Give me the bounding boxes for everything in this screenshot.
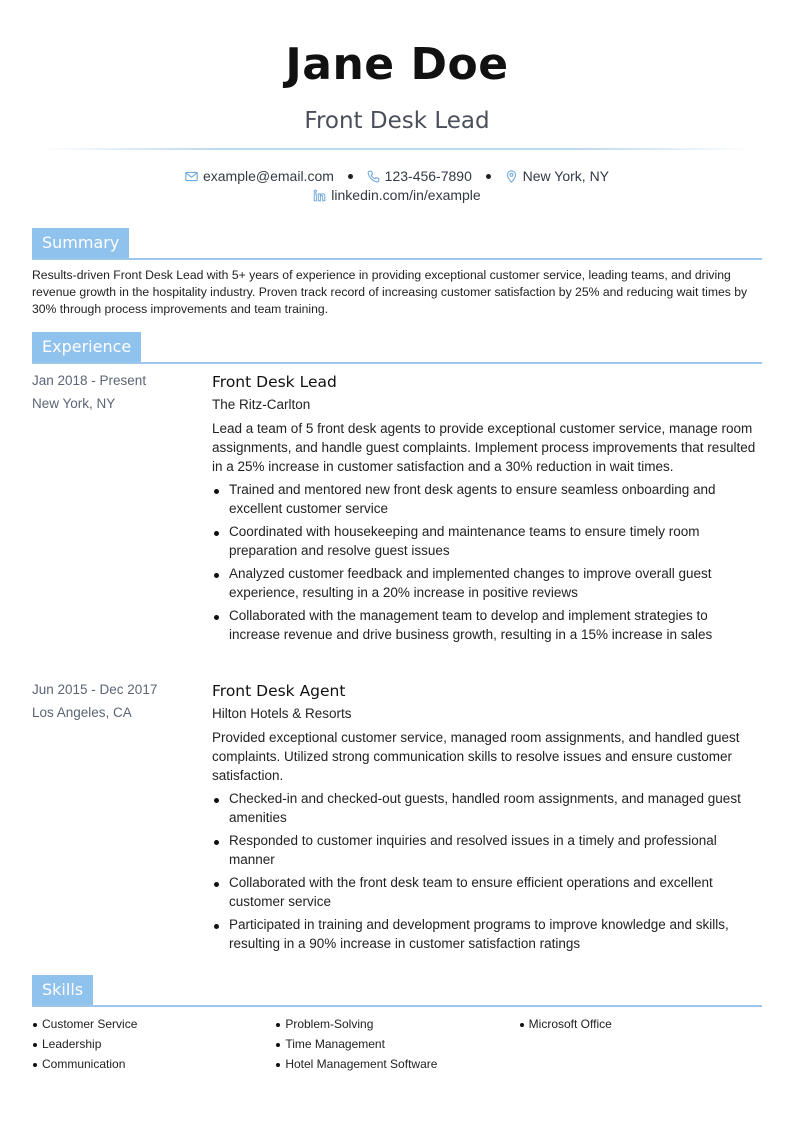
experience-section-header [32, 332, 762, 364]
experience-location: Los Angeles, CA [32, 705, 132, 720]
candidate-title: Front Desk Lead [304, 108, 490, 134]
job-role: Front Desk Agent [212, 682, 346, 700]
skills-heading: Skills [32, 975, 93, 1005]
skills-list [32, 1014, 762, 1074]
skills-column [32, 1014, 275, 1074]
separator-dot [486, 174, 491, 179]
experience-dates: Jun 2015 - Dec 2017 [32, 682, 158, 697]
skill-item: Customer Service [32, 1014, 275, 1034]
list-item: Collaborated with the front desk team to ensure efficient operations and excellent customer service [212, 873, 762, 911]
location-pin-icon [505, 170, 518, 183]
experience-meta [32, 372, 202, 413]
experience-details [212, 681, 762, 957]
experience-meta [32, 681, 202, 722]
header-divider [40, 148, 754, 150]
list-item: Analyzed customer feedback and implemented changes to improve overall guest experience, resulting in a 20% increase in positive reviews [212, 564, 762, 602]
separator-dot [348, 174, 353, 179]
skills-section-header [32, 975, 762, 1007]
skill-item: Communication [32, 1054, 275, 1074]
summary-section-header [32, 228, 762, 260]
skill-item: Time Management [275, 1034, 518, 1054]
skills-column [275, 1014, 518, 1074]
email-text: example@email.com [202, 168, 334, 185]
job-description: Provided exceptional customer service, managed room assignments, and handled guest complaints. Utilized strong communication skills to resolve issues and ensure customer satisfaction. [212, 730, 740, 783]
job-company: The Ritz-Carlton [212, 397, 311, 412]
experience-details [212, 372, 762, 648]
job-bullets [212, 789, 762, 953]
list-item: Participated in training and development programs to improve knowledge and skills, resulting in a 90% increase in customer satisfaction ratings [212, 915, 762, 953]
summary-heading: Summary [32, 228, 129, 258]
skill-item: Microsoft Office [519, 1014, 762, 1034]
job-role: Front Desk Lead [212, 373, 337, 391]
job-company: Hilton Hotels & Resorts [212, 706, 352, 721]
list-item: Responded to customer inquiries and resolved issues in a timely and professional manner [212, 831, 762, 869]
linkedin-icon [313, 189, 326, 202]
phone-text: 123-456-7890 [384, 168, 472, 185]
contact-row-secondary [0, 184, 794, 205]
skill-item: Hotel Management Software [275, 1054, 518, 1074]
list-item: Coordinated with housekeeping and maintenance teams to ensure timely room preparation and resolve guest issues [212, 522, 762, 560]
skill-item: Problem-Solving [275, 1014, 518, 1034]
job-description: Lead a team of 5 front desk agents to provide exceptional customer service, manage room assignments, and handle guest complaints. Implement process improvements that resulted in a 25% increase in customer satisfaction and a 30% reduction in wait times. [212, 421, 756, 474]
experience-location: New York, NY [32, 396, 116, 411]
list-item: Trained and mentored new front desk agents to ensure seamless onboarding and excellent customer service [212, 480, 762, 518]
summary-text: Results-driven Front Desk Lead with 5+ years of experience in providing exceptional customer service, leading teams, and driving revenue growth in the hospitality industry. Proven track record of increasing customer satisfaction by 25% and reducing wait times by 30% through process improvements and team training. [32, 268, 748, 316]
experience-dates: Jan 2018 - Present [32, 373, 147, 388]
mail-icon [185, 170, 198, 183]
skills-column [519, 1014, 762, 1074]
location-text: New York, NY [522, 168, 610, 185]
list-item: Checked-in and checked-out guests, handled room assignments, and managed guest amenities [212, 789, 762, 827]
experience-heading: Experience [32, 332, 141, 362]
candidate-name: Jane Doe [285, 39, 509, 90]
list-item: Collaborated with the management team to develop and implement strategies to increase revenue and drive business growth, resulting in a 15% increase in sales [212, 606, 762, 644]
skill-item: Leadership [32, 1034, 275, 1054]
job-bullets [212, 480, 762, 644]
phone-icon [367, 170, 380, 183]
linkedin-text: linkedin.com/in/example [331, 187, 481, 204]
contact-linkedin[interactable] [313, 185, 480, 205]
